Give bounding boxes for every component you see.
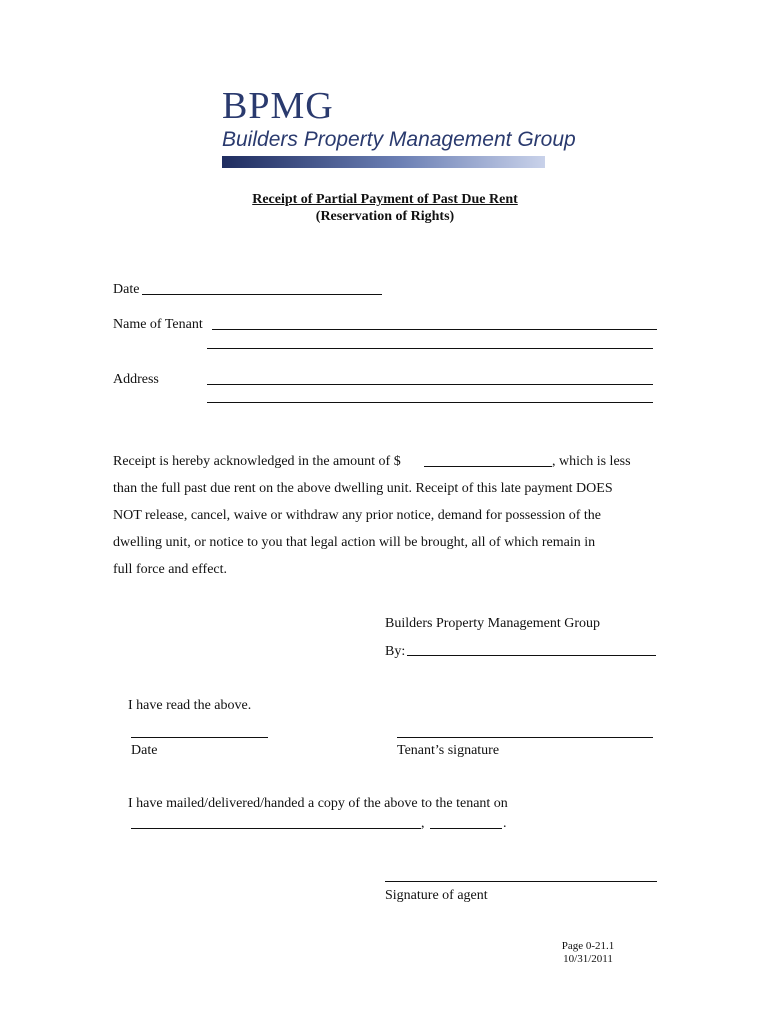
address-label: Address (113, 372, 159, 387)
document-subtitle: (Reservation of Rights) (315, 209, 455, 224)
logo-acronym: BPMG (222, 85, 334, 127)
body-line-1-prefix: Receipt is hereby acknowledged in the amount of $ (113, 454, 401, 469)
mailing-comma: , (421, 816, 425, 831)
revision-date: 10/31/2011 (563, 953, 613, 965)
mailing-period: . (503, 816, 507, 831)
tenant-signature-line[interactable] (397, 737, 653, 738)
body-line-4: dwelling unit, or notice to you that legal action will be brought, all of which remain in (113, 535, 596, 550)
by-label: By: (385, 644, 406, 659)
tenant-signature-label: Tenant’s signature (397, 743, 500, 758)
by-signature-line[interactable] (407, 655, 656, 656)
tenant-name-label: Name of Tenant (113, 317, 203, 332)
tenant-name-line-2[interactable] (207, 348, 653, 349)
date-line[interactable] (142, 294, 382, 295)
mailing-year-line[interactable] (430, 828, 502, 829)
logo-company-name: Builders Property Management Group (222, 128, 576, 151)
date-label: Date (113, 282, 140, 297)
agent-signature-line[interactable] (385, 881, 657, 882)
ack-date-line[interactable] (131, 737, 268, 738)
body-line-3: NOT release, cancel, waive or withdraw any prior notice, demand for possession of the (113, 508, 602, 523)
mailing-date-line[interactable] (131, 828, 421, 829)
ack-date-label: Date (131, 743, 158, 758)
body-line-5: full force and effect. (113, 562, 228, 577)
tenant-name-line-1[interactable] (212, 329, 657, 330)
mailing-text: I have mailed/delivered/handed a copy of the above to the tenant on (128, 796, 508, 811)
company-name: Builders Property Management Group (385, 616, 601, 631)
agent-signature-label: Signature of agent (385, 888, 488, 903)
body-line-2: than the full past due rent on the above dwelling unit. Receipt of this late payment DOES (113, 481, 613, 496)
body-line-1-suffix: , which is less (552, 454, 631, 469)
logo-gradient-bar (222, 156, 545, 168)
address-line-2[interactable] (207, 402, 653, 403)
address-line-1[interactable] (207, 384, 653, 385)
read-above-text: I have read the above. (128, 698, 252, 713)
amount-line[interactable] (424, 466, 552, 467)
document-title: Receipt of Partial Payment of Past Due Rent (252, 192, 518, 207)
page-number: Page 0-21.1 (561, 940, 615, 952)
